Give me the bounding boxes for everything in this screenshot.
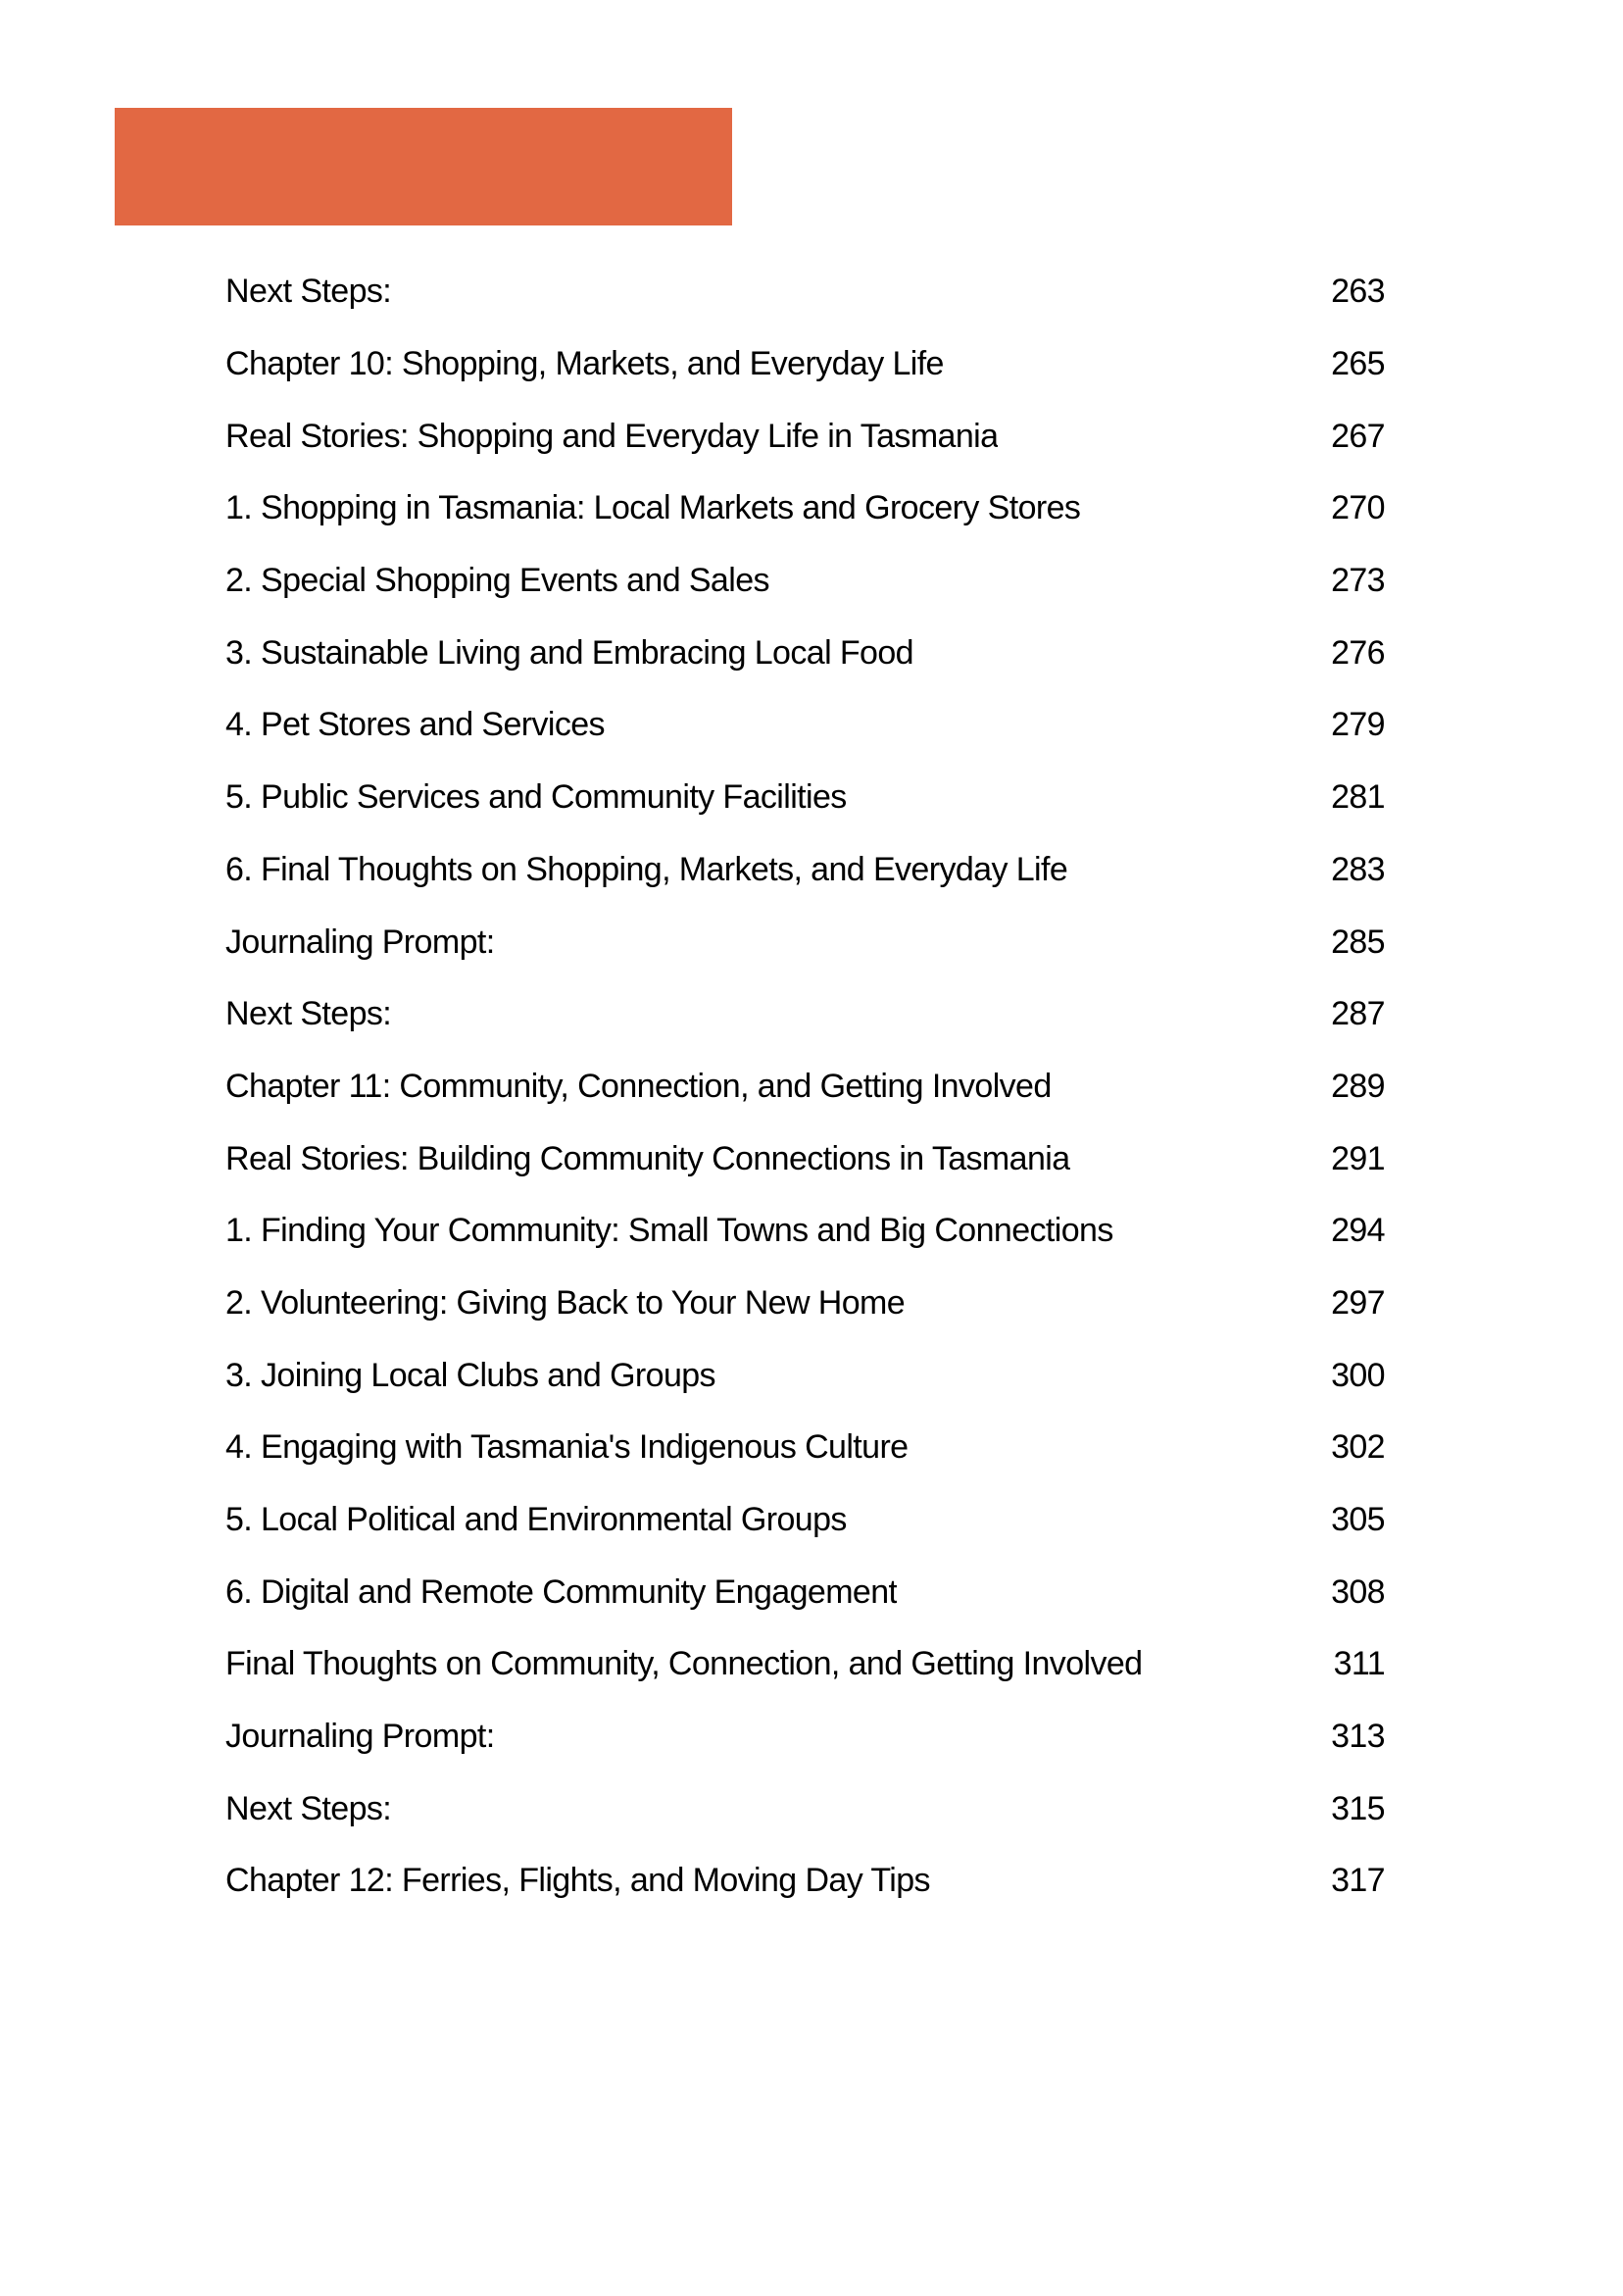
toc-entry-title: Journaling Prompt: xyxy=(225,1718,495,1756)
toc-entry[interactable] xyxy=(225,1701,1385,1773)
toc-entry[interactable] xyxy=(225,1628,1385,1701)
toc-entry-title: Chapter 11: Community, Connection, and Getting Involved xyxy=(225,1067,1052,1105)
toc-entry[interactable] xyxy=(225,1412,1385,1484)
toc-entry-title: Real Stories: Shopping and Everyday Life in Tasmania xyxy=(225,417,999,455)
toc-entry-page: 291 xyxy=(1331,1139,1385,1177)
toc-entry-page: 297 xyxy=(1331,1283,1385,1322)
toc-entry[interactable] xyxy=(225,1484,1385,1557)
toc-entry-title: 5. Public Services and Community Facilities xyxy=(225,778,847,817)
toc-entry[interactable] xyxy=(225,1339,1385,1412)
toc-entry-page: 289 xyxy=(1331,1067,1385,1105)
toc-entry-page: 270 xyxy=(1331,489,1385,527)
toc-entry-page: 283 xyxy=(1331,850,1385,888)
toc-entry-page: 276 xyxy=(1331,633,1385,672)
toc-entry-page: 294 xyxy=(1331,1212,1385,1250)
toc-entry-title: Journaling Prompt: xyxy=(225,923,495,961)
toc-entry[interactable] xyxy=(225,1772,1385,1845)
toc-entry-title: Real Stories: Building Community Connections in Tasmania xyxy=(225,1139,1070,1177)
toc-entry-title: 6. Digital and Remote Community Engagement xyxy=(225,1572,898,1611)
toc-entry[interactable] xyxy=(225,1268,1385,1340)
toc-entry-title: 4. Pet Stores and Services xyxy=(225,706,605,744)
toc-entry-page: 265 xyxy=(1331,345,1385,383)
toc-entry-page: 285 xyxy=(1331,923,1385,961)
toc-entry[interactable] xyxy=(225,473,1385,545)
toc-entry[interactable] xyxy=(225,834,1385,907)
toc-entry-page: 273 xyxy=(1331,562,1385,600)
toc-entry-title: Final Thoughts on Community, Connection, and Getting Involved xyxy=(225,1645,1143,1683)
toc-entry-title: 6. Final Thoughts on Shopping, Markets, and Everyday Life xyxy=(225,850,1068,888)
toc-entry-page: 317 xyxy=(1331,1862,1385,1900)
toc-entry-title: Next Steps: xyxy=(225,1789,392,1827)
toc-entry-title: 3. Sustainable Living and Embracing Local Food xyxy=(225,633,913,672)
toc-entry[interactable] xyxy=(225,328,1385,401)
toc-entry[interactable] xyxy=(225,1556,1385,1628)
toc-entry-title: Chapter 10: Shopping, Markets, and Everyday Life xyxy=(225,345,944,383)
toc-entry[interactable] xyxy=(225,617,1385,689)
toc-entry-page: 287 xyxy=(1331,995,1385,1033)
toc-entry[interactable] xyxy=(225,906,1385,978)
toc-entry-page: 281 xyxy=(1331,778,1385,817)
toc-entry-title: 2. Volunteering: Giving Back to Your New Home xyxy=(225,1283,906,1322)
toc-entry[interactable] xyxy=(225,1123,1385,1195)
toc-entry-title: 1. Shopping in Tasmania: Local Markets and Grocery Stores xyxy=(225,489,1081,527)
toc-entry[interactable] xyxy=(225,545,1385,618)
toc-entry-page: 308 xyxy=(1331,1572,1385,1611)
toc-entry-page: 311 xyxy=(1333,1645,1385,1683)
toc-entry[interactable] xyxy=(225,978,1385,1051)
toc-entry[interactable] xyxy=(225,400,1385,473)
toc-entry-title: 1. Finding Your Community: Small Towns and Big Connections xyxy=(225,1212,1113,1250)
toc-entry-title: Next Steps: xyxy=(225,273,392,311)
toc-entry-page: 315 xyxy=(1331,1789,1385,1827)
toc-entry-page: 313 xyxy=(1331,1718,1385,1756)
toc-entry-title: Chapter 12: Ferries, Flights, and Moving Day Tips xyxy=(225,1862,930,1900)
toc-entry-page: 279 xyxy=(1331,706,1385,744)
toc-entry-title: 4. Engaging with Tasmania's Indigenous Culture xyxy=(225,1428,909,1467)
toc-entry-title: 2. Special Shopping Events and Sales xyxy=(225,562,769,600)
table-of-contents xyxy=(225,256,1385,1918)
toc-entry-title: 3. Joining Local Clubs and Groups xyxy=(225,1356,715,1394)
toc-entry-page: 267 xyxy=(1331,417,1385,455)
header-color-band xyxy=(115,108,732,225)
toc-entry-page: 300 xyxy=(1331,1356,1385,1394)
toc-entry-title: 5. Local Political and Environmental Groups xyxy=(225,1501,847,1539)
toc-entry[interactable] xyxy=(225,1845,1385,1918)
toc-entry-page: 263 xyxy=(1331,273,1385,311)
toc-entry[interactable] xyxy=(225,256,1385,328)
toc-entry[interactable] xyxy=(225,1195,1385,1268)
toc-entry-page: 302 xyxy=(1331,1428,1385,1467)
toc-entry[interactable] xyxy=(225,762,1385,834)
toc-entry[interactable] xyxy=(225,689,1385,762)
toc-entry-title: Next Steps: xyxy=(225,995,392,1033)
toc-entry[interactable] xyxy=(225,1051,1385,1123)
toc-entry-page: 305 xyxy=(1331,1501,1385,1539)
